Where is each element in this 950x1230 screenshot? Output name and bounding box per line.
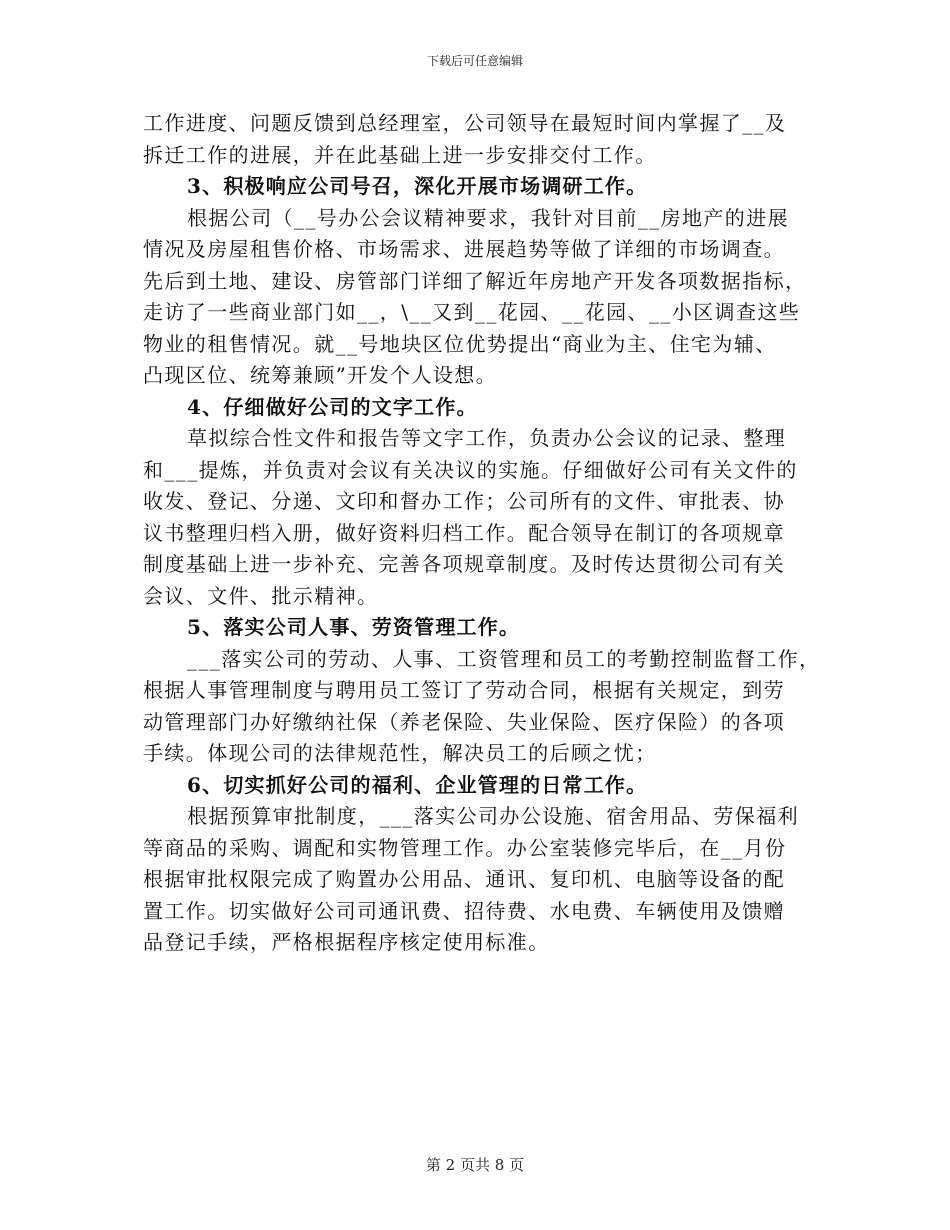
section-heading: 6、切实抓好公司的福利、企业管理的日常工作。 xyxy=(187,772,648,797)
paragraph-line: ___落实公司的劳动、人事、工资管理和员工的考勤控制监督工作， xyxy=(187,646,821,671)
paragraph-line: 物业的租售情况。就__号地块区位优势提出“商业为主、住宅为辅、 xyxy=(143,331,777,356)
paragraph-line: 情况及房屋租售价格、市场需求、进展趋势等做了详细的市场调查。 xyxy=(143,237,785,261)
paragraph-line: 制度基础上进一步补充、完善各项规章制度。及时传达贯彻公司有关 xyxy=(143,552,785,576)
paragraph-line: 先后到土地、建设、房管部门详细了解近年房地产开发各项数据指标， xyxy=(143,268,807,293)
section-heading: 4、仔细做好公司的文字工作。 xyxy=(187,394,478,419)
section-heading: 3、积极响应公司号召，深化开展市场调研工作。 xyxy=(187,174,648,198)
document-body xyxy=(143,108,823,959)
paragraph-line: 和___提炼，并负责对会议有关决议的实施。仔细做好公司有关文件的 xyxy=(143,457,798,482)
paragraph-line: 根据人事管理制度与聘用员工签订了劳动合同，根据有关规定，到劳 xyxy=(143,678,785,702)
paragraph-line: 根据公司（__号办公会议精神要求，我针对目前__房地产的进展 xyxy=(187,205,789,230)
paragraph-line: 根据预算审批制度，___落实公司办公设施、宿舍用品、劳保福利 xyxy=(187,804,799,828)
paragraph-line: 议书整理归档入册，做好资料归档工作。配合领导在制订的各项规章 xyxy=(143,520,785,545)
paragraph-line: 草拟综合性文件和报告等文字工作，负责办公会议的记录、整理 xyxy=(187,426,787,450)
paragraph-line: 会议、文件、批示精神。 xyxy=(143,583,379,608)
paragraph-line: 凸现区位、统筹兼顾”开发个人设想。 xyxy=(143,363,498,387)
paragraph-line: 收发、登记、分递、文印和督办工作；公司所有的文件、审批表、协 xyxy=(143,489,785,513)
paragraph-line: 根据审批权限完成了购置办公用品、通讯、复印机、电脑等设备的配 xyxy=(143,867,785,891)
section-heading: 5、落实公司人事、劳资管理工作。 xyxy=(187,615,521,639)
paragraph-line: 拆迁工作的进展，并在此基础上进一步安排交付工作。 xyxy=(143,142,657,167)
paragraph-line: 手续。体现公司的法律规范性，解决员工的后顾之忧； xyxy=(143,741,657,765)
paragraph-line: 动管理部门办好缴纳社保（养老保险、失业保险、医疗保险）的各项 xyxy=(143,709,785,734)
paragraph-line: 工作进度、问题反馈到总经理室，公司领导在最短时间内掌握了__及 xyxy=(143,111,787,135)
paragraph-line: 品登记手续，严格根据程序核定使用标准。 xyxy=(143,930,550,954)
paragraph-line: 置工作。切实做好公司司通讯费、招待费、水电费、车辆使用及馈赠 xyxy=(143,898,785,923)
page-footer: 第 2 页共 8 页 xyxy=(425,1156,525,1174)
paragraph-line: 走访了一些商业部门如__，\__又到__花园、__花园、__小区调查这些 xyxy=(143,300,801,324)
paragraph-line: 等商品的采购、调配和实物管理工作。办公室装修完毕后，在__月份 xyxy=(143,835,787,860)
page-header: 下载后可任意编辑 xyxy=(426,54,523,68)
